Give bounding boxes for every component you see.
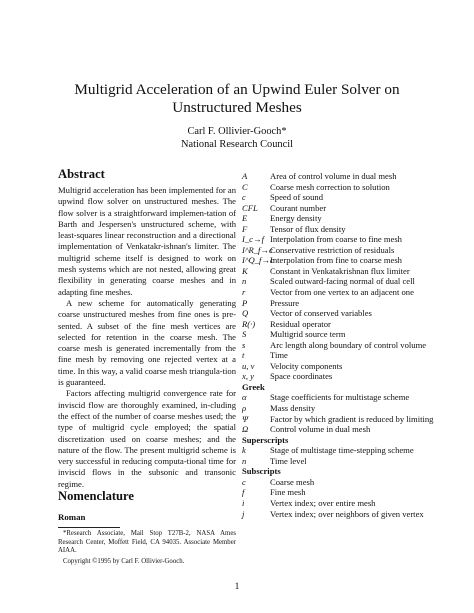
nomenclature-heading: Nomenclature [58, 489, 135, 503]
nomenclature-row [242, 298, 450, 309]
nomenclature-symbol: ρ [242, 403, 247, 414]
greek-heading: Greek [242, 381, 265, 392]
nomenclature-description: Factor by which gradient is reduced by limiting [270, 413, 434, 424]
nomenclature-row [242, 350, 450, 361]
nomenclature-description: Area of control volume in dual mesh [270, 171, 397, 181]
nomenclature-description: Time [270, 350, 288, 361]
author-name: Carl F. Ollivier-Gooch* [187, 126, 287, 137]
nomenclature-symbol: c [242, 192, 246, 203]
nomenclature-row [242, 329, 450, 340]
nomenclature-description: Vertex index; over neighbors of given vertex [270, 508, 424, 519]
nomenclature-description: Mass density [270, 403, 316, 414]
nomenclature-description: Scaled outward-facing normal of dual cell [270, 276, 415, 287]
nomenclature-symbol: I_c→f [242, 234, 264, 245]
nomenclature-description: Control volume in dual mesh [270, 424, 371, 435]
nomenclature-row [242, 266, 450, 277]
nomenclature-symbol: S [242, 329, 247, 340]
nomenclature-row [242, 245, 450, 256]
nomenclature-symbol: Ω [242, 424, 249, 435]
nomenclature-row [242, 255, 450, 266]
nomenclature-description: Vertex index; over entire mesh [270, 497, 376, 508]
nomenclature-description: Arc length along boundary of control volume [270, 339, 427, 350]
nomenclature-row [242, 424, 450, 435]
subscripts-heading: Subscripts [242, 466, 281, 477]
nomenclature-row [242, 498, 450, 509]
nomenclature-description: Constant in Venkatakrishnan flux limiter [270, 265, 410, 276]
nomenclature-symbol: E [242, 213, 248, 224]
nomenclature-row [242, 192, 450, 203]
abstract-body [58, 185, 236, 490]
footnote [58, 530, 236, 568]
nomenclature-symbol: A [242, 171, 248, 181]
nomenclature-symbol: i [242, 497, 245, 508]
nomenclature-description: Interpolation from fine to coarse mesh [270, 255, 402, 266]
footnote-affiliation: *Research Associate, Mail Stop T27B-2, NASA Ames Research Center, Moffett Field, CA 94035. Associate Member AIAA. [58, 530, 236, 555]
nomenclature-row [242, 182, 450, 193]
nomenclature-row [242, 203, 450, 214]
nomenclature-row [242, 477, 450, 488]
page-number: 1 [234, 582, 240, 592]
nomenclature-description: Residual operator [270, 318, 331, 329]
nomenclature-description: Stage of multistage time-stepping scheme [270, 445, 414, 456]
nomenclature-symbol: r [242, 287, 246, 298]
nomenclature-row [242, 361, 450, 372]
nomenclature-row [242, 234, 450, 245]
nomenclature-row [242, 403, 450, 414]
nomenclature-list [242, 171, 450, 519]
nomenclature-symbol: I^Q_f→c [242, 255, 274, 266]
abstract-paragraph: A new scheme for automatically generating coarse unstructured meshes from fine ones is pre-sented. A subset of the fine mesh vertices are selected for retention in the coarse mesh. The coarse mesh is generated incrementally from the fine mesh by removing one rejected vertex at a time. In this way, a valid coarse mesh triangula-tion is guaranteed. [58, 297, 236, 388]
nomenclature-row [242, 308, 450, 319]
nomenclature-row [242, 213, 450, 224]
nomenclature-row [242, 319, 450, 330]
nomenclature-description: Pressure [270, 297, 300, 308]
footnote-copyright: Copyright ©1995 by Carl F. Ollivier-Gooch. [63, 557, 185, 565]
nomenclature-symbol: t [242, 350, 245, 361]
nomenclature-row [242, 340, 450, 351]
nomenclature-symbol: C [242, 181, 248, 192]
nomenclature-row [242, 171, 450, 182]
abstract-paragraph: Multigrid acceleration has been implemented for an upwind flow solver on unstructured meshes. The flow solver is a straightforward implemen-tation of Barth and Jespersen's unstructured scheme, with least-squares linear reconstruction and a directional implementation of Venkatakr-ishnan's limiter. The multigrid scheme itself is designed to work on mesh systems which are not nested, allowing great flexibility in generating coarse meshes and in adapting fine meshes. [58, 185, 237, 297]
nomenclature-description: Interpolation from coarse to fine mesh [270, 234, 402, 245]
nomenclature-description: Speed of sound [270, 192, 323, 203]
nomenclature-description: Space coordinates [270, 371, 333, 382]
nomenclature-row [242, 276, 450, 287]
nomenclature-symbol: n [242, 455, 247, 466]
nomenclature-symbol: R(·) [242, 318, 256, 329]
roman-heading: Roman [58, 512, 86, 522]
nomenclature-description: Fine mesh [270, 487, 306, 498]
nomenclature-description: Coarse mesh correction to solution [270, 181, 390, 192]
abstract-paragraph: Factors affecting multigrid convergence rate for inviscid flow are thoroughly examined, in-cluding the effect of the number of coarse meshes used; the type of multigrid cycle employed; the spatial discretization used on coarse meshes; and the nature of the flow. The present multigrid scheme is very successful in reducing computa-tional time for inviscid flows in the subsonic and transonic regime. [58, 388, 236, 489]
superscripts-heading: Superscripts [242, 434, 289, 445]
nomenclature-symbol: K [242, 265, 248, 276]
nomenclature-row [242, 392, 450, 403]
nomenclature-row [242, 509, 450, 520]
nomenclature-description: Courant number [270, 202, 327, 213]
nomenclature-row [242, 414, 450, 425]
nomenclature-description: Velocity components [270, 360, 343, 371]
nomenclature-symbol: j [242, 508, 245, 519]
nomenclature-row [242, 487, 450, 498]
nomenclature-description: Multigrid source term [270, 329, 346, 340]
nomenclature-description: Coarse mesh [270, 476, 315, 487]
nomenclature-symbol: P [242, 297, 248, 308]
nomenclature-symbol: s [242, 339, 246, 350]
nomenclature-description: Energy density [270, 213, 322, 224]
nomenclature-symbol: CFL [242, 202, 258, 213]
nomenclature-row [242, 287, 450, 298]
nomenclature-description: Vector of conserved variables [270, 308, 372, 319]
nomenclature-symbol: c [242, 476, 246, 487]
nomenclature-description: Stage coefficients for multistage scheme [270, 392, 410, 403]
nomenclature-row [242, 371, 450, 382]
nomenclature-description: Time level [270, 455, 307, 466]
nomenclature-symbol: k [242, 445, 246, 456]
nomenclature-symbol: Q [242, 308, 249, 319]
nomenclature-symbol: α [242, 392, 247, 403]
paper-title: Multigrid Acceleration of an Upwind Euler Solver on Unstructured Meshes [74, 81, 400, 116]
nomenclature-row [242, 456, 450, 467]
nomenclature-symbol: u, v [242, 360, 255, 371]
nomenclature-description: Tensor of flux density [270, 223, 346, 234]
nomenclature-row [242, 445, 450, 456]
abstract-heading: Abstract [58, 167, 105, 181]
nomenclature-description: Vector from one vertex to an adjacent one [270, 287, 414, 298]
author-affiliation: National Research Council [181, 139, 293, 150]
nomenclature-symbol: n [242, 276, 247, 287]
footnote-rule [58, 527, 120, 528]
nomenclature-symbol: I^R_f→c [242, 244, 273, 255]
nomenclature-symbol: Ψ [242, 413, 249, 424]
nomenclature-symbol: F [242, 223, 248, 234]
nomenclature-description: Conservative restriction of residuals [270, 244, 395, 255]
nomenclature-symbol: x, y [242, 371, 254, 382]
nomenclature-symbol: f [242, 487, 245, 498]
nomenclature-row [242, 224, 450, 235]
